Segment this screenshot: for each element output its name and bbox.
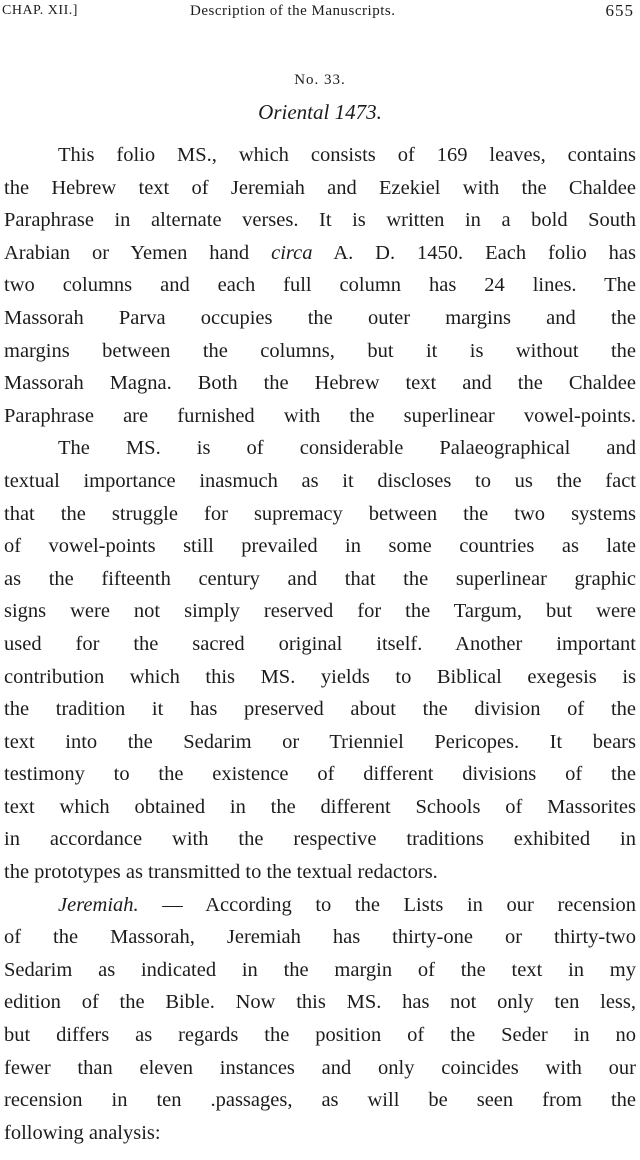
text-line: the Hebrew text of Jeremiah and Ezekiel with the Chaldee xyxy=(4,176,636,199)
text-line: Massorah Parva occupies the outer margins and the xyxy=(4,306,636,329)
text-line: but differs as regards the position of the Seder in no xyxy=(4,1024,636,1047)
text-line: textual importance inasmuch as it discloses to us the fact xyxy=(4,469,636,492)
section-number: No. 33. xyxy=(294,72,346,88)
text-line: text which obtained in the different Schools of Massorites xyxy=(4,795,636,818)
text-line: the tradition it has preserved about the division of the xyxy=(4,698,636,721)
text-line: testimony to the existence of different divisions of the xyxy=(4,763,636,786)
text-line: Massorah Magna. Both the Hebrew text and the Chaldee xyxy=(4,372,636,395)
running-header xyxy=(0,0,640,24)
text-line: as the fifteenth century and that the superlinear graphic xyxy=(4,567,636,590)
text-line: that the struggle for supremacy between the two systems xyxy=(4,502,636,525)
running-title: Description of the Manuscripts. xyxy=(190,3,396,19)
text-segment: Arabian or Yemen hand xyxy=(4,241,250,264)
text-line: text into the Sedarim or Trienniel Pericopes. It bears xyxy=(4,730,636,753)
text-segment: — According to the Lists in our recension xyxy=(162,893,636,916)
text-line: following analysis: xyxy=(4,1121,161,1144)
text-line: Sedarim as indicated in the margin of the text in my xyxy=(4,958,636,981)
text-line: the prototypes as transmitted to the textual redactors. xyxy=(4,861,438,884)
text-line xyxy=(4,889,636,922)
text-line: edition of the Bible. Now this MS. has not only ten less, xyxy=(4,991,636,1014)
manuscript-title: Oriental 1473. xyxy=(258,100,382,124)
text-line: Paraphrase in alternate verses. It is written in a bold South xyxy=(4,209,636,232)
text-line xyxy=(4,237,636,270)
body-text xyxy=(4,139,636,1149)
italic-term: circa xyxy=(271,241,313,264)
page-number: 655 xyxy=(605,1,634,20)
text-line: This folio MS., which consists of 169 leaves, contains xyxy=(58,144,636,166)
text-line: Paraphrase are furnished with the superlinear vowel-points. xyxy=(4,404,636,427)
text-segment: A. D. 1450. Each folio has xyxy=(333,241,636,264)
text-line: recension in ten .passages, as will be seen from the xyxy=(4,1089,636,1112)
text-line: signs were not simply reserved for the Targum, but were xyxy=(4,600,636,623)
text-line: in accordance with the respective traditions exhibited in xyxy=(4,828,636,851)
text-line: two columns and each full column has 24 lines. The xyxy=(4,274,636,297)
text-line: of vowel-points still prevailed in some countries as late xyxy=(4,535,636,558)
text-line: The MS. is of considerable Palaeographical and xyxy=(58,437,636,460)
text-line: fewer than eleven instances and only coincides with our xyxy=(4,1056,636,1079)
text-line: of the Massorah, Jeremiah has thirty-one or thirty-two xyxy=(4,926,636,949)
text-line: margins between the columns, but it is without the xyxy=(4,339,636,362)
italic-term: Jeremiah. xyxy=(58,893,139,916)
text-line: contribution which this MS. yields to Biblical exegesis is xyxy=(4,665,636,688)
chapter-label: CHAP. XII.] xyxy=(2,3,78,18)
text-line: used for the sacred original itself. Another important xyxy=(4,632,636,655)
